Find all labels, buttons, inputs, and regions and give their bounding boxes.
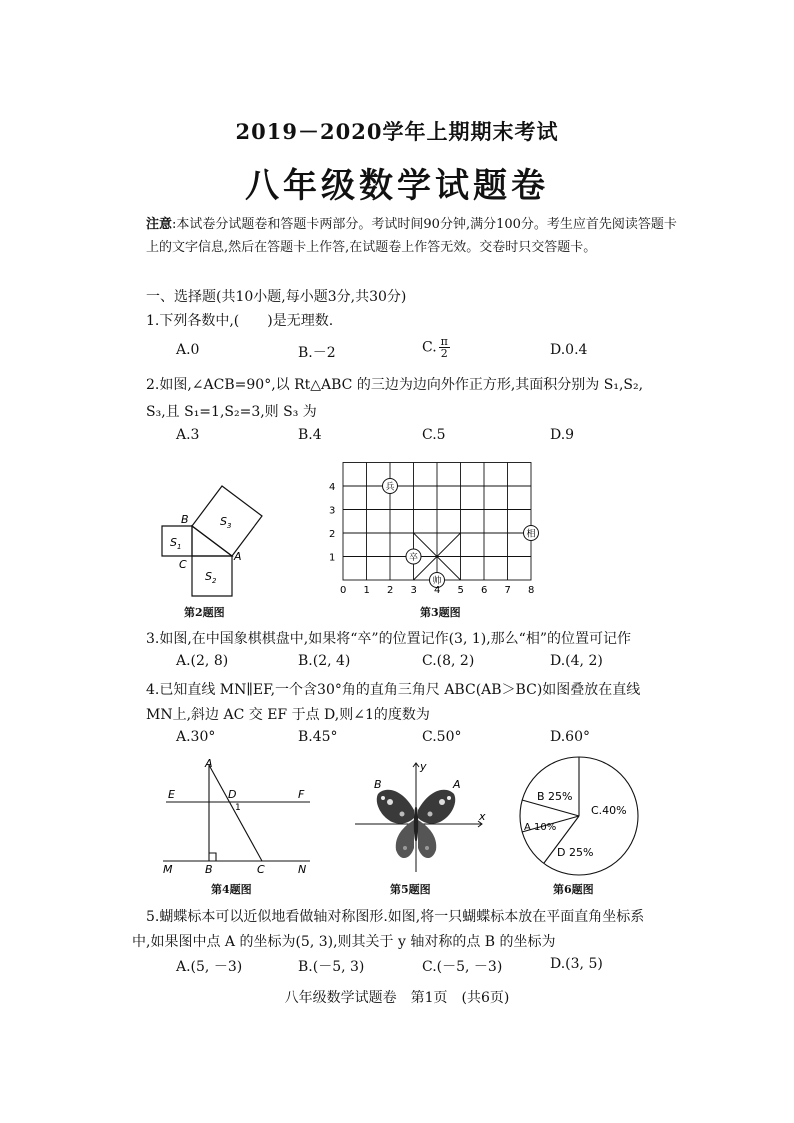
square-s3 bbox=[192, 486, 262, 556]
exam-title-year: 2019－2020学年上期期末考试 bbox=[235, 119, 559, 144]
option-c-prefix: C. bbox=[422, 339, 437, 356]
x-tick-label: 6 bbox=[481, 585, 488, 596]
figure-2-squares bbox=[150, 478, 280, 598]
question-4-option-d: D.60° bbox=[550, 729, 590, 745]
piece-shuai-label: 帅 bbox=[432, 576, 442, 587]
x-tick-label: 8 bbox=[528, 585, 535, 596]
label-m: M bbox=[163, 863, 173, 876]
label-e: E bbox=[168, 788, 175, 801]
question-2-option-c: C.5 bbox=[422, 427, 446, 443]
figure-5-butterfly bbox=[350, 758, 490, 878]
question-4-option-c: C.50° bbox=[422, 729, 462, 745]
label-b: B 25% bbox=[537, 790, 573, 803]
label-y: y bbox=[420, 760, 427, 773]
page-footer: 八年级数学试题卷 第1页 (共6页) bbox=[284, 990, 510, 1006]
label-n: N bbox=[298, 863, 307, 876]
label-d: D bbox=[228, 788, 237, 801]
question-5-option-a: A.(5, －3) bbox=[176, 959, 243, 975]
x-tick-label: 5 bbox=[457, 585, 464, 596]
label-d: D 25% bbox=[557, 846, 594, 859]
section-heading: 一、选择题(共10小题,每小题3分,共30分) bbox=[146, 289, 407, 305]
fraction-denominator: 2 bbox=[440, 347, 448, 360]
question-3-option-b: B.(2, 4) bbox=[298, 653, 351, 669]
label-a: A bbox=[453, 778, 461, 791]
question-1-stem: 1.下列各数中,( )是无理数. bbox=[146, 313, 334, 329]
x-tick-label: 1 bbox=[363, 585, 370, 596]
label-f: F bbox=[298, 788, 305, 801]
question-5-option-b: B.(－5, 3) bbox=[298, 959, 365, 975]
right-angle-mark bbox=[209, 853, 216, 861]
label-c: C bbox=[179, 558, 187, 571]
x-tick-label: 2 bbox=[387, 585, 394, 596]
piece-bing-label: 兵 bbox=[385, 482, 395, 493]
label-b: B bbox=[374, 778, 382, 791]
x-tick-label: 4 bbox=[434, 585, 441, 596]
question-2-option-b: B.4 bbox=[298, 427, 322, 443]
figure-5-caption: 第5题图 bbox=[390, 883, 431, 896]
x-tick-label: 7 bbox=[504, 585, 511, 596]
hypotenuse-ac bbox=[209, 765, 262, 861]
figure-6-caption: 第6题图 bbox=[553, 883, 594, 896]
right-triangle-abc bbox=[192, 526, 232, 556]
question-4-option-b: B.45° bbox=[298, 729, 338, 745]
question-3-option-c: C.(8, 2) bbox=[422, 653, 475, 669]
question-5-stem-line1: 5.蝴蝶标本可以近似地看做轴对称图形.如图,将一只蝴蝶标本放在平面直角坐标系 bbox=[146, 909, 645, 925]
y-tick-label: 2 bbox=[329, 529, 336, 540]
piece-xiang-label: 相 bbox=[526, 529, 536, 540]
question-1-option-b: B.－2 bbox=[298, 345, 336, 361]
question-5-stem-line2: 中,如果图中点 A 的坐标为(5, 3),则其关于 y 轴对称的点 B 的坐标为 bbox=[132, 934, 556, 950]
x-tick-label: 3 bbox=[410, 585, 417, 596]
exam-title-main: 八年级数学试题卷 bbox=[245, 166, 549, 206]
label-a: A 10% bbox=[524, 822, 557, 833]
notice-label: 注意 bbox=[146, 217, 173, 232]
label-c: C.40% bbox=[591, 804, 627, 817]
y-tick-label: 4 bbox=[329, 482, 336, 493]
question-5-option-d: D.(3, 5) bbox=[550, 956, 603, 972]
figure-3-caption: 第3题图 bbox=[420, 606, 461, 619]
label-b: B bbox=[181, 513, 189, 526]
question-4-option-a: A.30° bbox=[176, 729, 216, 745]
question-3-stem: 3.如图,在中国象棋棋盘中,如果将“卒”的位置记作(3, 1),那么“相”的位置可记作 bbox=[146, 631, 631, 647]
x-tick-label: 0 bbox=[340, 585, 347, 596]
question-1-option-c bbox=[422, 336, 450, 359]
label-a: A bbox=[234, 550, 242, 563]
question-4-stem-line1: 4.已知直线 MN∥EF,一个含30°角的直角三角尺 ABC(AB＞BC)如图叠放在直线 bbox=[146, 682, 641, 698]
figure-4-parallel-lines bbox=[158, 755, 318, 880]
question-2-stem-line1: 2.如图,∠ACB=90°,以 Rt△ABC 的三边为边向外作正方形,其面积分别为 S₁,S₂, bbox=[146, 377, 644, 393]
label-s1: $S_1$ bbox=[170, 536, 182, 551]
y-tick-label: 1 bbox=[329, 552, 336, 564]
piece-zu-label: 卒 bbox=[408, 553, 419, 563]
question-3-option-d: D.(4, 2) bbox=[550, 653, 603, 669]
label-s2: $S_2$ bbox=[205, 570, 217, 585]
pi-over-2-fraction bbox=[439, 336, 450, 359]
label-b: B bbox=[205, 863, 213, 876]
question-4-stem-line2: MN上,斜边 AC 交 EF 于点 D,则∠1的度数为 bbox=[146, 707, 430, 723]
question-2-stem-line2: S₃,且 S₁=1,S₂=3,则 S₃ 为 bbox=[146, 404, 317, 420]
y-tick-label: 3 bbox=[329, 505, 336, 517]
label-x: x bbox=[479, 810, 486, 823]
question-2-option-a: A.3 bbox=[176, 427, 200, 443]
figure-2-caption: 第2题图 bbox=[184, 606, 225, 619]
square-s1 bbox=[162, 526, 192, 556]
question-1-option-a: A.0 bbox=[176, 342, 200, 358]
label-s3: $S_3$ bbox=[220, 515, 232, 530]
figure-3-chessboard bbox=[325, 452, 555, 597]
label-angle-1: 1 bbox=[235, 803, 241, 813]
label-c: C bbox=[257, 863, 265, 876]
question-2-option-d: D.9 bbox=[550, 427, 575, 443]
figure-4-caption: 第4题图 bbox=[211, 883, 252, 896]
figure-6-pie-chart bbox=[515, 752, 645, 882]
notice-paragraph bbox=[146, 213, 686, 259]
square-s2 bbox=[192, 556, 232, 596]
notice-text: :本试卷分试题卷和答题卡两部分。考试时间90分钟,满分100分。考生应首先阅读答题卡上的文字信息,然后在答题卡上作答,在试题卷上作答无效。交卷时只交答题卡。 bbox=[146, 217, 677, 255]
question-5-option-c: C.(－5, －3) bbox=[422, 959, 503, 975]
question-3-option-a: A.(2, 8) bbox=[176, 653, 229, 669]
question-1-option-d: D.0.4 bbox=[550, 342, 588, 358]
fraction-numerator: π bbox=[440, 335, 448, 348]
label-a: A bbox=[205, 757, 213, 770]
